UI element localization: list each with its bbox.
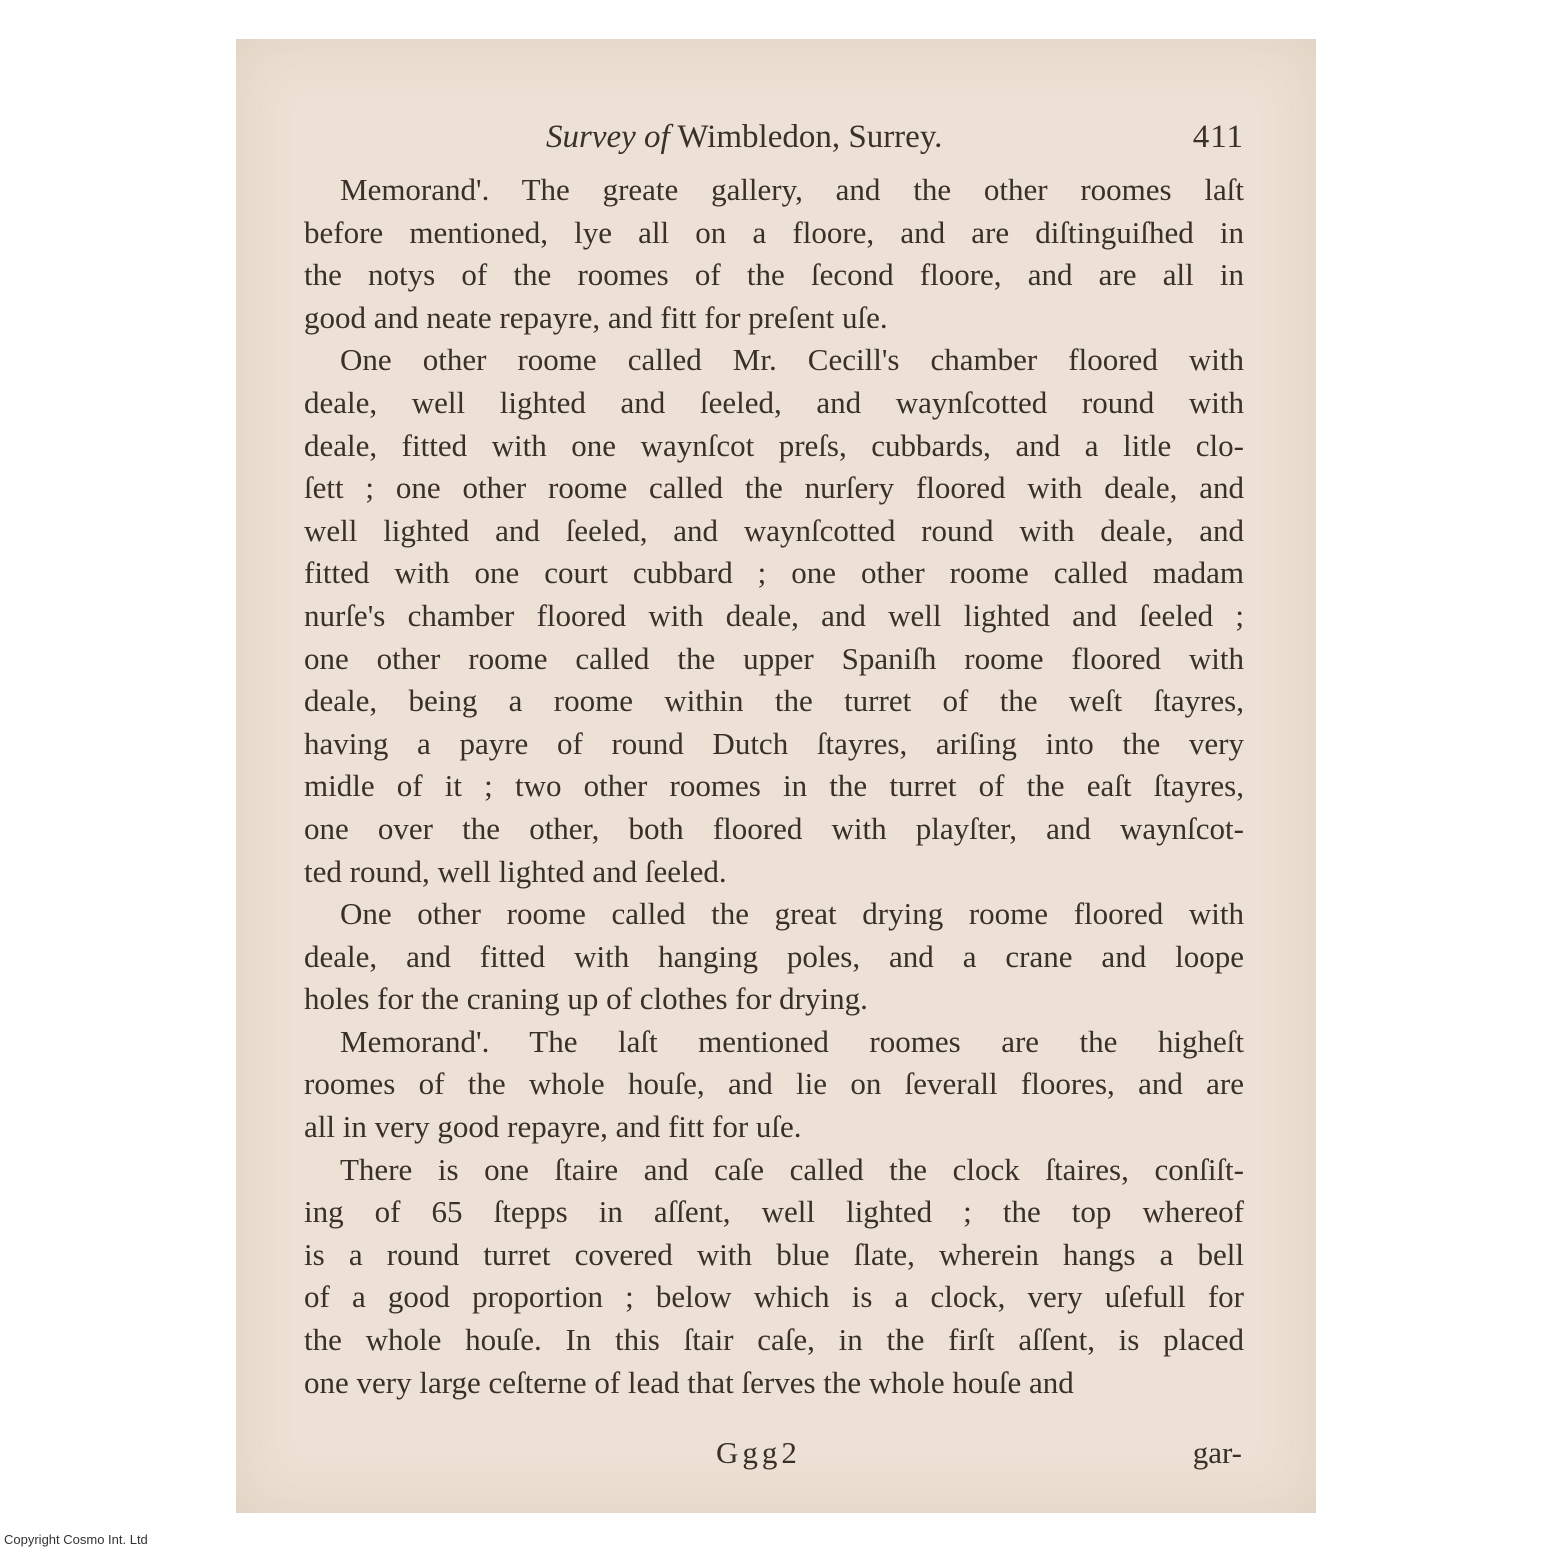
copyright-notice: Copyright Cosmo Int. Ltd (4, 1532, 148, 1547)
text-line: deale, well lighted and ſeeled, and waynſcotted round with (304, 384, 1244, 420)
page-footer (304, 1435, 1242, 1475)
text-line: Memorand'. The greate gallery, and the other roomes laſt (340, 172, 1244, 207)
paragraph (304, 1021, 1244, 1149)
text-line: nurſe's chamber floored with deale, and well lighted and ſeeled ; (304, 597, 1244, 633)
paragraph (304, 1149, 1244, 1405)
text-line: the notys of the roomes of the ſecond floore, and are all in (304, 257, 1244, 293)
text-line: deale, fitted with one waynſcot preſs, cubbards, and a litle clo- (304, 427, 1244, 463)
text-line: well lighted and ſeeled, and waynſcotted round with deale, and (304, 512, 1244, 548)
text-line: one other roome called the upper Spaniſh roome floored with (304, 640, 1244, 676)
text-line: One other roome called the great drying roome floored with (340, 896, 1244, 932)
text-line: good and neate repayre, and fitt for preſent uſe. (304, 299, 888, 335)
text-line: fitted with one court cubbard ; one other roome called madam (304, 555, 1244, 591)
running-head (306, 111, 1244, 161)
text-line: midle of it ; two other roomes in the turret of the eaſt ſtayres, (304, 768, 1244, 804)
text-line: is a round turret covered with blue ſlate, wherein hangs a bell (304, 1236, 1244, 1272)
text-line: ing of 65 ſtepps in aſſent, well lighted ; the top whereof (304, 1194, 1244, 1230)
text-line: one over the other, both floored with playſter, and waynſcot- (304, 810, 1244, 846)
text-line: ted round, well lighted and ſeeled. (304, 853, 727, 889)
text-line: of a good proportion ; below which is a clock, very uſefull for (304, 1279, 1244, 1315)
text-line: One other roome called Mr. Cecill's chamber floored with (340, 342, 1244, 378)
text-line: roomes of the whole houſe, and lie on ſeverall floores, and are (304, 1066, 1244, 1102)
text-line: Memorand'. The laſt mentioned roomes are the higheſt (340, 1023, 1244, 1059)
text-line: deale, being a roome within the turret of the weſt ſtayres, (304, 683, 1244, 719)
paragraph (304, 169, 1244, 339)
text-line: ſett ; one other roome called the nurſery floored with deale, and (304, 470, 1244, 506)
book-page (236, 39, 1316, 1513)
paragraph (304, 339, 1244, 893)
text-line: There is one ſtaire and caſe called the clock ſtaires, conſiſt- (340, 1151, 1244, 1187)
signature-mark: Ggg2 (716, 1435, 801, 1470)
running-title-italic: Survey of (546, 119, 670, 155)
text-line: all in very good repayre, and fitt for uſe. (304, 1109, 802, 1145)
text-line: one very large ceſterne of lead that ſerves the whole houſe and (304, 1364, 1074, 1400)
body-text (304, 169, 1244, 1404)
text-line: deale, and fitted with hanging poles, and a crane and loope (304, 938, 1244, 974)
text-line: having a payre of round Dutch ſtayres, ariſing into the very (304, 725, 1244, 761)
text-line: the whole houſe. In this ſtair caſe, in the firſt aſſent, is placed (304, 1322, 1244, 1358)
paragraph (304, 893, 1244, 1021)
page-number: 411 (1192, 119, 1244, 155)
catchword: gar- (1192, 1435, 1242, 1470)
running-title-roman: Wimbledon, Surrey. (669, 119, 943, 155)
text-line: holes for the craning up of clothes for drying. (304, 981, 868, 1017)
running-title (546, 119, 942, 156)
text-line: before mentioned, lye all on a floore, and are diſtinguiſhed in (304, 214, 1244, 250)
